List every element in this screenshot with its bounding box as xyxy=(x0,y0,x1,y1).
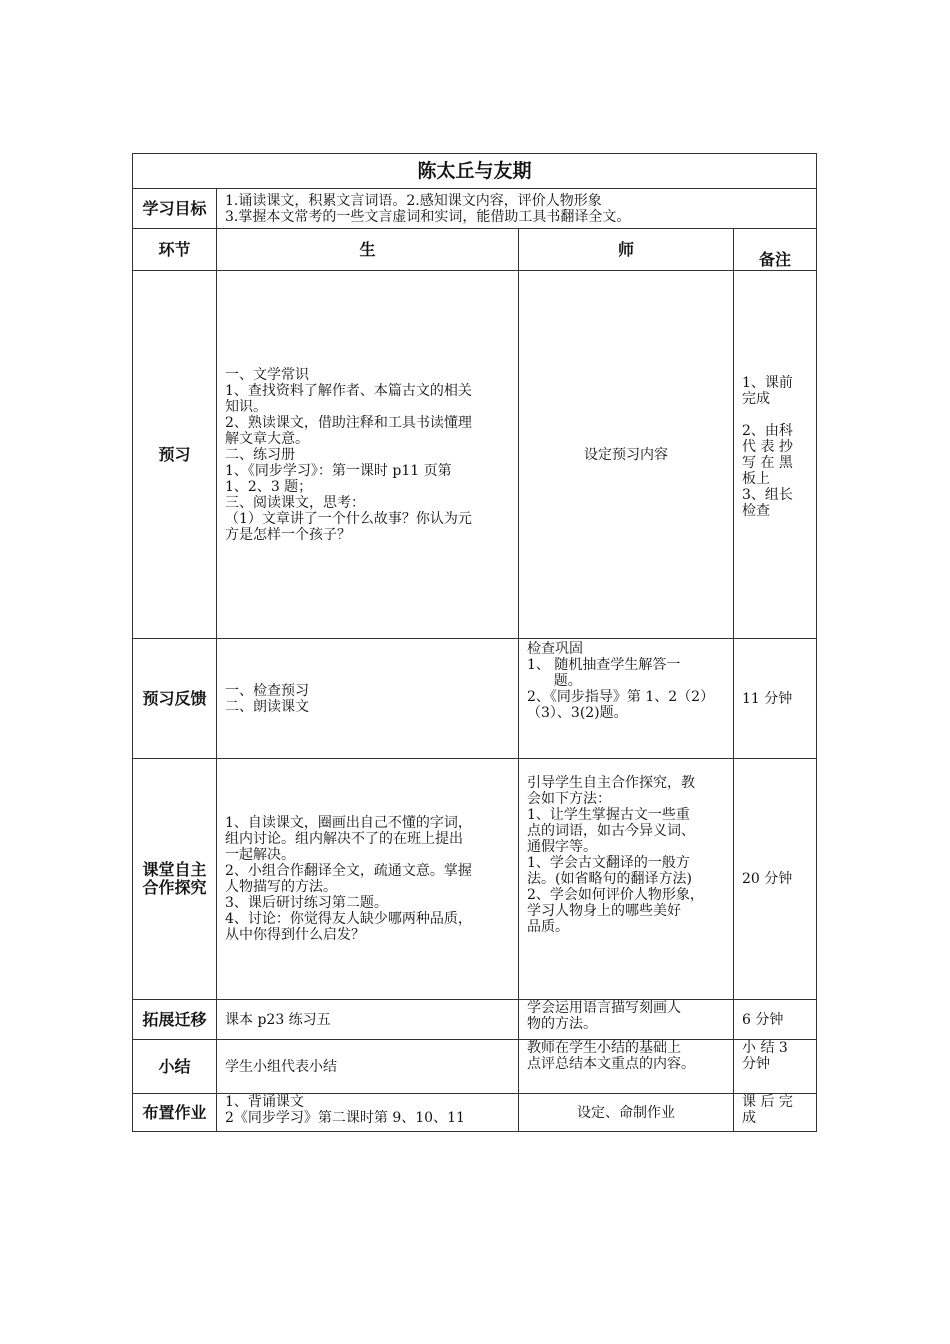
teacher-line: 检查巩固 xyxy=(527,641,583,657)
teacher-line: 题。 xyxy=(527,673,582,689)
teacher-cell xyxy=(519,759,734,1000)
student-line: 三、阅读课文，思考： xyxy=(225,494,365,511)
teacher-line: 通假字等。 xyxy=(527,839,597,855)
teacher-line: 品质。 xyxy=(527,919,569,935)
student-line: 人物描写的方法。 xyxy=(225,879,337,895)
note-line: 20 分钟 xyxy=(742,871,793,887)
goals-line: 1.诵读课文，积累文言词语。2.感知课文内容，评价人物形象 xyxy=(225,192,602,209)
student-line: 1、查找资料了解作者、本篇古文的相关 xyxy=(225,382,472,399)
student-line: 一起解决。 xyxy=(225,847,295,863)
header-teacher: 师 xyxy=(519,229,734,271)
table-row xyxy=(133,759,817,1000)
header-student: 生 xyxy=(217,229,519,271)
student-line: （1）文章讲了一个什么故事？你认为元 xyxy=(225,510,472,527)
student-cell xyxy=(217,759,519,1000)
student-line: 2、小组合作翻译全文，疏通文意。掌握 xyxy=(225,863,472,879)
student-line: 1、自读课文，圈画出自己不懂的字词， xyxy=(225,815,472,831)
stage-label: 课堂自主合作探究 xyxy=(133,759,217,1000)
table-row xyxy=(133,271,817,639)
note-line: 3、组长 xyxy=(742,487,793,503)
stage-label: 预习 xyxy=(133,271,217,639)
stage-label: 拓展迁移 xyxy=(133,1000,217,1040)
teacher-line: 教师在学生小结的基础上 xyxy=(527,1040,681,1056)
student-line: 组内讨论。组内解决不了的在班上提出 xyxy=(225,831,463,847)
teacher-cell xyxy=(519,271,734,639)
teacher-line: 点评总结本文重点的内容。 xyxy=(527,1056,695,1072)
student-line: 方是怎样一个孩子？ xyxy=(225,526,351,543)
teacher-line: 设定预习内容 xyxy=(584,446,668,463)
note-line: 代 表 抄 xyxy=(742,439,793,455)
table-row xyxy=(133,639,817,759)
teacher-line: 点的词语，如古今异义词、 xyxy=(527,823,695,839)
teacher-cell xyxy=(519,1000,734,1040)
note-cell xyxy=(734,1000,817,1040)
student-cell xyxy=(217,1094,519,1132)
student-line: 学生小组代表小结 xyxy=(225,1058,337,1075)
teacher-line: 设定、命制作业 xyxy=(577,1104,675,1121)
student-cell xyxy=(217,271,519,639)
student-line: 知识。 xyxy=(225,398,267,415)
student-line: 二、朗读课文 xyxy=(225,698,309,715)
teacher-cell xyxy=(519,1040,734,1094)
note-line: 11 分钟 xyxy=(742,690,793,707)
teacher-line: 1、学会古文翻译的一般方 xyxy=(527,855,690,871)
teacher-line: （3）、3(2)题。 xyxy=(527,705,628,721)
note-line: 2、由科 xyxy=(742,423,793,439)
note-line: 成 xyxy=(742,1110,756,1126)
teacher-line: 2、学会如何评价人物形象， xyxy=(527,887,704,903)
note-line: 课 后 完 xyxy=(742,1094,793,1110)
teacher-line: 2、《同步指导》第 1、2（2） xyxy=(527,689,715,705)
note-line: 完成 xyxy=(742,391,770,407)
student-cell xyxy=(217,639,519,759)
note-line xyxy=(742,407,808,423)
note-line: 6 分钟 xyxy=(742,1011,784,1028)
note-line: 小 结 3 xyxy=(742,1040,788,1056)
header-note: 备注 xyxy=(734,229,817,271)
stage-label: 小结 xyxy=(133,1040,217,1094)
student-line: 1、《同步学习》：第一课时 p11 页第 xyxy=(225,462,452,479)
table-row xyxy=(133,1094,817,1132)
table-row xyxy=(133,1040,817,1094)
student-cell xyxy=(217,1000,519,1040)
teacher-line: 学习人物身上的哪些美好 xyxy=(527,903,681,919)
goals-text xyxy=(217,189,817,229)
lesson-plan-table xyxy=(132,153,817,1132)
page-title: 陈太丘与友期 xyxy=(133,154,817,189)
stage-label: 预习反馈 xyxy=(133,639,217,759)
student-line: 2、熟读课文，借助注释和工具书读懂理 xyxy=(225,414,472,431)
student-line: 3、课后研讨练习第二题。 xyxy=(225,895,388,911)
teacher-line: 学会运用语言描写刻画人 xyxy=(527,1000,681,1016)
teacher-line: 1、 随机抽查学生解答一 xyxy=(527,657,681,673)
note-cell xyxy=(734,1040,817,1094)
note-cell xyxy=(734,1094,817,1132)
note-cell xyxy=(734,271,817,639)
student-line: 二、练习册 xyxy=(225,446,295,463)
note-line: 1、课前 xyxy=(742,375,793,391)
table-row xyxy=(133,1000,817,1040)
note-cell xyxy=(734,639,817,759)
student-line: 课本 p23 练习五 xyxy=(225,1011,331,1028)
teacher-line: 会如下方法： xyxy=(527,791,611,807)
note-cell xyxy=(734,759,817,1000)
note-line: 写 在 黑 xyxy=(742,455,793,471)
note-line: 检查 xyxy=(742,503,770,519)
teacher-line: 物的方法。 xyxy=(527,1016,597,1032)
note-line: 板上 xyxy=(742,471,770,487)
teacher-cell xyxy=(519,639,734,759)
teacher-line: 法。(如省略句的翻译方法) xyxy=(527,871,692,887)
stage-label: 布置作业 xyxy=(133,1094,217,1132)
student-line: 从中你得到什么启发？ xyxy=(225,927,365,943)
goals-line: 3.掌握本文常考的一些文言虚词和实词，能借助工具书翻译全文。 xyxy=(225,208,631,225)
note-line: 分钟 xyxy=(742,1056,770,1072)
teacher-cell xyxy=(519,1094,734,1132)
student-line: 一、文学常识 xyxy=(225,366,309,383)
student-line: 2《同步学习》第二课时第 9、10、11 xyxy=(225,1110,465,1126)
goals-label: 学习目标 xyxy=(133,189,217,229)
header-stage: 环节 xyxy=(133,229,217,271)
teacher-line: 引导学生自主合作探究，教 xyxy=(527,775,695,791)
student-line: 1、背诵课文 xyxy=(225,1094,304,1110)
student-line: 解文章大意。 xyxy=(225,430,309,447)
student-line: 1、2、3 题； xyxy=(225,478,313,495)
student-line: 一、检查预习 xyxy=(225,682,309,699)
student-line: 4、讨论：你觉得友人缺少哪两种品质， xyxy=(225,911,472,927)
student-cell xyxy=(217,1040,519,1094)
teacher-line: 1、让学生掌握古文一些重 xyxy=(527,807,690,823)
